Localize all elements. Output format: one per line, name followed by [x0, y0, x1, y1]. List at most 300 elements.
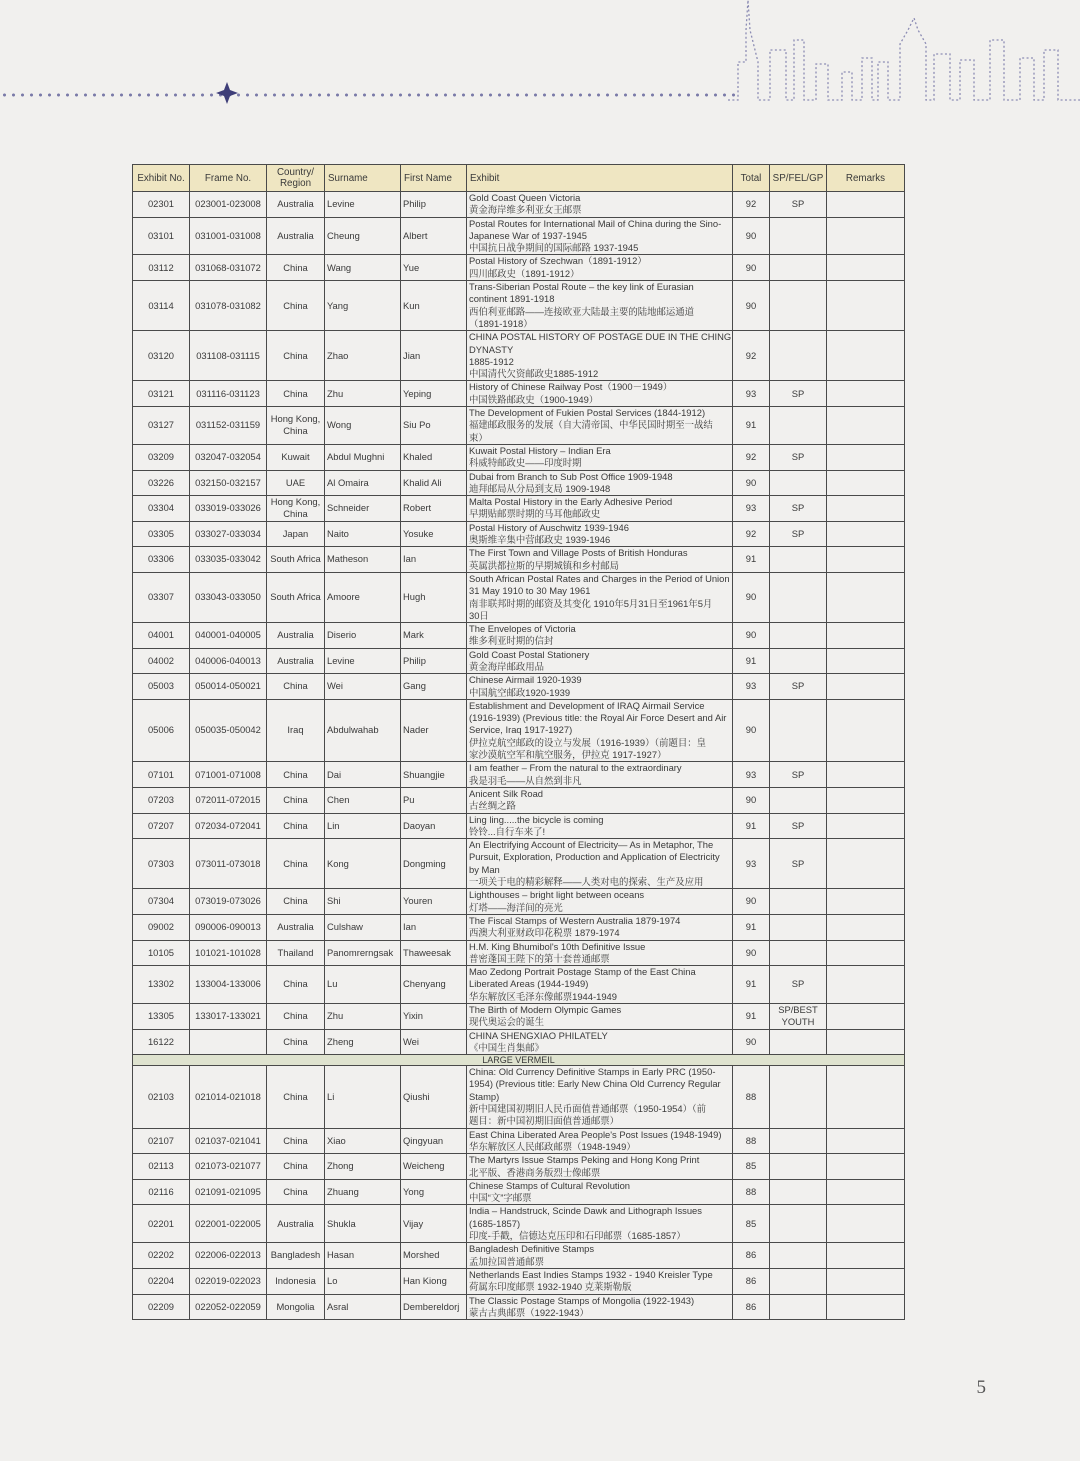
country-cell: China [267, 255, 325, 281]
frame-no-cell: 050035-050042 [190, 699, 267, 761]
exhibit-no-cell: 02113 [133, 1154, 190, 1180]
table-row [133, 1294, 905, 1320]
country-cell: China [267, 762, 325, 788]
exhibit-title-cell [467, 1294, 733, 1320]
exhibit-title-cell [467, 1205, 733, 1243]
table-row [133, 813, 905, 839]
first-name-cell: Han Kiong [401, 1268, 467, 1294]
frame-no-cell: 033035-033042 [190, 547, 267, 573]
remarks-cell [827, 623, 905, 649]
exhibit-title-line: Gold Coast Postal Stationery [469, 648, 590, 660]
exhibit-no-cell: 02103 [133, 1066, 190, 1128]
country-cell: China [267, 966, 325, 1004]
surname-cell: Hasan [325, 1243, 401, 1269]
surname-cell: Matheson [325, 547, 401, 573]
frame-no-cell: 073019-073026 [190, 889, 267, 915]
table-row [133, 940, 905, 966]
exhibit-title-cell [467, 572, 733, 622]
frame-no-cell: 021091-021095 [190, 1179, 267, 1205]
exhibit-title-cell [467, 674, 733, 700]
table-row [133, 547, 905, 573]
frame-no-cell: 101021-101028 [190, 940, 267, 966]
exhibit-no-cell: 07304 [133, 889, 190, 915]
first-name-cell: Jian [401, 331, 467, 381]
col-exhibit-no: Exhibit No. [133, 165, 190, 192]
table-row [133, 623, 905, 649]
award-cell: SP [770, 813, 827, 839]
frame-no-cell: 040006-040013 [190, 648, 267, 674]
exhibit-title-line: Bangladesh Definitive Stamps [469, 1243, 595, 1255]
total-cell: 92 [733, 192, 770, 218]
table-row [133, 1128, 905, 1154]
first-name-cell: Yixin [401, 1004, 467, 1030]
remarks-cell [827, 255, 905, 281]
remarks-cell [827, 1268, 905, 1294]
first-name-cell: Siu Po [401, 407, 467, 445]
country-cell: China [267, 1029, 325, 1055]
country-cell: Hong Kong, China [267, 407, 325, 445]
surname-cell: Wong [325, 407, 401, 445]
first-name-cell: Wei [401, 1029, 467, 1055]
country-cell: Australia [267, 623, 325, 649]
award-cell: SP [770, 192, 827, 218]
exhibit-title-line: 蒙古古典邮票（1922-1943） [469, 1306, 589, 1318]
table-row [133, 699, 905, 761]
exhibit-title-line: （1891-1918） [469, 317, 533, 329]
table-header-row [133, 165, 905, 192]
exhibit-title-line: South African Postal Rates and Charges in the Period of Union [469, 572, 730, 584]
total-cell: 86 [733, 1268, 770, 1294]
exhibit-title-cell [467, 1268, 733, 1294]
exhibit-title-cell [467, 444, 733, 470]
remarks-cell [827, 192, 905, 218]
table-row [133, 192, 905, 218]
total-cell: 92 [733, 521, 770, 547]
award-cell [770, 623, 827, 649]
exhibit-title-line: 《中国生肖集邮》 [469, 1041, 545, 1053]
award-cell: SP [770, 966, 827, 1004]
exhibit-title-line: 黄金海岸维多利亚女王邮票 [469, 204, 582, 216]
exhibit-title-line: by Man [469, 863, 500, 875]
exhibit-title-line: 英属洪都拉斯的早期城镇和乡村邮局 [469, 559, 620, 571]
total-cell: 90 [733, 889, 770, 915]
exhibit-title-line: Liberated Areas (1944-1949) [469, 978, 589, 990]
remarks-cell [827, 674, 905, 700]
exhibit-title-line: 普密蓬国王陛下的第十套普通邮票 [469, 952, 610, 964]
exhibit-title-cell [467, 255, 733, 281]
frame-no-cell: 022001-022005 [190, 1205, 267, 1243]
table-row [133, 281, 905, 331]
exhibit-title-line: 1954) (Previous title: Early New China Old Currency Regular [469, 1078, 721, 1090]
surname-cell: Amoore [325, 572, 401, 622]
first-name-cell: Robert [401, 496, 467, 522]
remarks-cell [827, 496, 905, 522]
col-exhibit: Exhibit [467, 165, 733, 192]
first-name-cell: Ian [401, 914, 467, 940]
exhibit-no-cell: 03121 [133, 381, 190, 407]
frame-no-cell: 073011-073018 [190, 839, 267, 889]
frame-no-cell: 031001-031008 [190, 217, 267, 255]
award-cell [770, 470, 827, 496]
exhibit-title-line: Postal History of Auschwitz 1939-1946 [469, 521, 629, 533]
country-cell: China [267, 1066, 325, 1128]
remarks-cell [827, 914, 905, 940]
surname-cell: Xiao [325, 1128, 401, 1154]
award-cell [770, 331, 827, 381]
table-row [133, 648, 905, 674]
first-name-cell: Yue [401, 255, 467, 281]
total-cell: 90 [733, 217, 770, 255]
remarks-cell [827, 281, 905, 331]
exhibit-no-cell: 09002 [133, 914, 190, 940]
surname-cell: Chen [325, 787, 401, 813]
award-cell [770, 1179, 827, 1205]
exhibit-no-cell: 03127 [133, 407, 190, 445]
first-name-cell: Mark [401, 623, 467, 649]
award-cell [770, 1066, 827, 1128]
frame-no-cell: 031068-031072 [190, 255, 267, 281]
total-cell: 85 [733, 1154, 770, 1180]
exhibit-title-line: Postal Routes for International Mail of China during the Sino- [469, 217, 722, 229]
first-name-cell: Thaweesak [401, 940, 467, 966]
exhibit-title-line: Japanese War of 1937-1945 [469, 229, 587, 241]
remarks-cell [827, 444, 905, 470]
exhibit-title-line: 维多利亚时期的信封 [469, 635, 554, 647]
exhibit-title-line: 中国铁路邮政史（1900-1949） [469, 393, 599, 405]
exhibit-title-cell [467, 547, 733, 573]
exhibit-no-cell: 04001 [133, 623, 190, 649]
exhibit-title-line: Dubai from Branch to Sub Post Office 1909-1948 [469, 470, 673, 482]
surname-cell: Wei [325, 674, 401, 700]
exhibit-title-cell [467, 331, 733, 381]
col-surname: Surname [325, 165, 401, 192]
surname-cell: Zhong [325, 1154, 401, 1180]
exhibit-title-line: 福建邮政服务的发展（自大清帝国、中华民国时期至一战结 [469, 419, 713, 431]
exhibit-title-line: 古丝绸之路 [469, 800, 516, 812]
exhibit-title-line: 迪拜邮局从分局到支局 1909-1948 [469, 482, 611, 494]
exhibit-title-line: Gold Coast Queen Victoria [469, 192, 581, 203]
frame-no-cell: 022052-022059 [190, 1294, 267, 1320]
total-cell: 93 [733, 381, 770, 407]
total-cell: 93 [733, 762, 770, 788]
remarks-cell [827, 1128, 905, 1154]
remarks-cell [827, 1004, 905, 1030]
exhibit-title-line: Chinese Stamps of Cultural Revolution [469, 1179, 631, 1191]
exhibit-title-line: Anicent Silk Road [469, 787, 543, 799]
exhibit-title-line: 北平版、香港商务版烈士像邮票 [469, 1166, 601, 1178]
country-cell: China [267, 889, 325, 915]
award-cell: SP/BEST YOUTH [770, 1004, 827, 1030]
exhibit-no-cell: 02204 [133, 1268, 190, 1294]
frame-no-cell: 133004-133006 [190, 966, 267, 1004]
first-name-cell: Khalid Ali [401, 470, 467, 496]
award-cell: SP [770, 521, 827, 547]
remarks-cell [827, 521, 905, 547]
exhibit-title-line: China: Old Currency Definitive Stamps in Early PRC (1950- [469, 1066, 716, 1078]
exhibit-title-cell [467, 281, 733, 331]
total-cell: 88 [733, 1179, 770, 1205]
frame-no-cell: 033027-033034 [190, 521, 267, 547]
total-cell: 90 [733, 787, 770, 813]
first-name-cell: Albert [401, 217, 467, 255]
frame-no-cell: 021073-021077 [190, 1154, 267, 1180]
exhibit-title-cell [467, 407, 733, 445]
frame-no-cell: 071001-071008 [190, 762, 267, 788]
total-cell: 90 [733, 940, 770, 966]
surname-cell: Levine [325, 648, 401, 674]
exhibit-title-line: 伊拉克航空邮政的设立与发展（1916-1939）（前题目：皇 [469, 736, 707, 748]
total-cell: 90 [733, 572, 770, 622]
exhibit-title-cell [467, 839, 733, 889]
exhibit-no-cell: 03114 [133, 281, 190, 331]
table-row [133, 914, 905, 940]
surname-cell: Zhao [325, 331, 401, 381]
table-row [133, 407, 905, 445]
exhibit-title-cell [467, 1179, 733, 1205]
exhibit-no-cell: 07207 [133, 813, 190, 839]
country-cell: China [267, 1179, 325, 1205]
exhibit-title-cell [467, 966, 733, 1004]
remarks-cell [827, 889, 905, 915]
exhibit-title-line: DYNASTY [469, 343, 514, 355]
surname-cell: Li [325, 1066, 401, 1128]
exhibit-title-line: 华东解放区人民邮政邮票（1948-1949） [469, 1140, 636, 1152]
exhibit-title-line: The Birth of Modern Olympic Games [469, 1004, 622, 1015]
remarks-cell [827, 762, 905, 788]
total-cell: 90 [733, 1029, 770, 1055]
exhibit-no-cell: 02116 [133, 1179, 190, 1205]
remarks-cell [827, 381, 905, 407]
exhibit-title-line: 中国抗日战争期间的国际邮路 1937-1945 [469, 242, 639, 254]
exhibit-title-cell [467, 914, 733, 940]
country-cell: Iraq [267, 699, 325, 761]
exhibit-title-line: Netherlands East Indies Stamps 1932 - 1940 Kreisler Type [469, 1268, 713, 1280]
exhibit-title-cell [467, 381, 733, 407]
total-cell: 93 [733, 674, 770, 700]
exhibit-title-line: 黄金海岸邮政用品 [469, 660, 545, 672]
surname-cell: Lu [325, 966, 401, 1004]
award-cell [770, 1294, 827, 1320]
exhibit-no-cell: 05003 [133, 674, 190, 700]
first-name-cell: Hugh [401, 572, 467, 622]
exhibit-no-cell: 02301 [133, 192, 190, 218]
surname-cell: Diserio [325, 623, 401, 649]
award-cell [770, 1029, 827, 1055]
frame-no-cell: 031152-031159 [190, 407, 267, 445]
exhibit-title-line: The First Town and Village Posts of British Honduras [469, 547, 688, 559]
exhibit-title-line: East China Liberated Area People's Post Issues (1948-1949) [469, 1128, 722, 1140]
surname-cell: Lin [325, 813, 401, 839]
remarks-cell [827, 1029, 905, 1055]
first-name-cell: Chenyang [401, 966, 467, 1004]
frame-no-cell: 021014-021018 [190, 1066, 267, 1128]
exhibit-no-cell: 03306 [133, 547, 190, 573]
surname-cell: Lo [325, 1268, 401, 1294]
exhibit-title-line: Chinese Airmail 1920-1939 [469, 674, 582, 686]
table-row [133, 1205, 905, 1243]
exhibit-no-cell: 03209 [133, 444, 190, 470]
exhibit-title-line: 家沙漠航空军和航空服务，伊拉克 1917-1927） [469, 749, 667, 761]
exhibit-title-cell [467, 1154, 733, 1180]
country-cell: China [267, 1004, 325, 1030]
total-cell: 91 [733, 547, 770, 573]
surname-cell: Dai [325, 762, 401, 788]
total-cell: 91 [733, 813, 770, 839]
total-cell: 91 [733, 914, 770, 940]
surname-cell: Levine [325, 192, 401, 218]
exhibit-title-line: 荷属东印度邮票 1932-1940 克莱斯勒版 [469, 1281, 632, 1293]
exhibit-title-cell [467, 1029, 733, 1055]
exhibit-title-line: Pursuit, Exploration, Production and Application of Electricity [469, 851, 720, 863]
award-cell: SP [770, 444, 827, 470]
total-cell: 91 [733, 966, 770, 1004]
col-country-region: Country/ Region [267, 165, 325, 192]
first-name-cell: Weicheng [401, 1154, 467, 1180]
total-cell: 90 [733, 281, 770, 331]
exhibit-title-line: Establishment and Development of IRAQ Airmail Service [469, 699, 705, 711]
exhibit-title-cell [467, 813, 733, 839]
exhibit-title-line: 灯塔——海洋间的亮光 [469, 901, 563, 913]
frame-no-cell: 021037-021041 [190, 1128, 267, 1154]
exhibit-no-cell: 07101 [133, 762, 190, 788]
exhibit-no-cell: 03226 [133, 470, 190, 496]
award-cell [770, 914, 827, 940]
exhibit-title-line: Lighthouses – bright light between oceans [469, 889, 645, 901]
table-row [133, 1243, 905, 1269]
table-row [133, 1268, 905, 1294]
exhibit-title-cell [467, 1066, 733, 1128]
section-row [133, 1055, 905, 1066]
total-cell: 86 [733, 1294, 770, 1320]
first-name-cell: Qingyuan [401, 1128, 467, 1154]
exhibit-title-line: The Classic Postage Stamps of Mongolia (1922-1943) [469, 1294, 695, 1306]
frame-no-cell: 072034-072041 [190, 813, 267, 839]
exhibit-title-line: 中国清代欠资邮政史1885-1912 [469, 368, 599, 380]
remarks-cell [827, 813, 905, 839]
exhibit-title-line: 铃铃...自行车来了! [469, 825, 546, 837]
exhibit-title-cell [467, 521, 733, 547]
table-row [133, 1029, 905, 1055]
first-name-cell: Yeping [401, 381, 467, 407]
remarks-cell [827, 839, 905, 889]
award-cell [770, 1243, 827, 1269]
country-cell: Australia [267, 648, 325, 674]
remarks-cell [827, 547, 905, 573]
exhibit-title-line: 中国航空邮政1920-1939 [469, 686, 571, 698]
surname-cell: Shukla [325, 1205, 401, 1243]
frame-no-cell: 040001-040005 [190, 623, 267, 649]
frame-no-cell: 031078-031082 [190, 281, 267, 331]
country-cell: Bangladesh [267, 1243, 325, 1269]
award-cell: SP [770, 839, 827, 889]
total-cell: 90 [733, 623, 770, 649]
country-cell: China [267, 381, 325, 407]
exhibit-no-cell: 10105 [133, 940, 190, 966]
country-cell: Kuwait [267, 444, 325, 470]
exhibit-no-cell: 02107 [133, 1128, 190, 1154]
award-cell [770, 407, 827, 445]
frame-no-cell: 023001-023008 [190, 192, 267, 218]
exhibit-title-line: 南非联邦时期的邮资及其变化 1910年5月31日至1961年5月 [469, 597, 713, 609]
remarks-cell [827, 331, 905, 381]
table-row [133, 496, 905, 522]
total-cell: 92 [733, 331, 770, 381]
total-cell: 93 [733, 839, 770, 889]
exhibit-title-cell [467, 762, 733, 788]
exhibit-title-line: H.M. King Bhumibol's 10th Definitive Issue [469, 940, 646, 952]
exhibit-no-cell: 13305 [133, 1004, 190, 1030]
table-row [133, 572, 905, 622]
exhibit-title-line: 新中国建国初期旧人民币面值普通邮票（1950-1954）（前 [469, 1103, 707, 1115]
total-cell: 91 [733, 407, 770, 445]
total-cell: 93 [733, 496, 770, 522]
table-row [133, 889, 905, 915]
exhibit-title-line: CHINA POSTAL HISTORY OF POSTAGE DUE IN THE CHING [469, 331, 732, 343]
exhibit-title-cell [467, 648, 733, 674]
exhibit-no-cell: 03112 [133, 255, 190, 281]
first-name-cell: Gang [401, 674, 467, 700]
diamond-ornament-icon [216, 82, 238, 104]
exhibit-title-cell [467, 217, 733, 255]
award-cell: SP [770, 674, 827, 700]
remarks-cell [827, 1205, 905, 1243]
surname-cell: Culshaw [325, 914, 401, 940]
country-cell: South Africa [267, 547, 325, 573]
award-cell: SP [770, 381, 827, 407]
surname-cell: Al Omaira [325, 470, 401, 496]
country-cell: Hong Kong, China [267, 496, 325, 522]
exhibit-no-cell: 13302 [133, 966, 190, 1004]
country-cell: China [267, 839, 325, 889]
award-cell: SP [770, 496, 827, 522]
exhibit-title-line: Trans-Siberian Postal Route – the key link of Eurasian [469, 281, 694, 293]
col-sp-fel-gp: SP/FEL/GP [770, 165, 827, 192]
award-cell [770, 217, 827, 255]
total-cell: 90 [733, 470, 770, 496]
surname-cell: Naito [325, 521, 401, 547]
first-name-cell: Daoyan [401, 813, 467, 839]
country-cell: Australia [267, 192, 325, 218]
country-cell: Mongolia [267, 1294, 325, 1320]
exhibit-title-cell [467, 1243, 733, 1269]
city-skyline-icon [728, 0, 1080, 110]
exhibit-title-line: Stamp) [469, 1090, 500, 1102]
frame-no-cell: 031108-031115 [190, 331, 267, 381]
country-cell: China [267, 331, 325, 381]
exhibit-title-line: continent 1891-1918 [469, 293, 555, 305]
remarks-cell [827, 966, 905, 1004]
country-cell: Australia [267, 217, 325, 255]
exhibit-title-line: CHINA SHENGXIAO PHILATELY [469, 1029, 608, 1041]
exhibit-title-cell [467, 192, 733, 218]
table-row [133, 331, 905, 381]
exhibit-no-cell: 02202 [133, 1243, 190, 1269]
award-cell [770, 255, 827, 281]
exhibit-title-line: Malta Postal History in the Early Adhesive Period [469, 496, 673, 508]
country-cell: China [267, 787, 325, 813]
remarks-cell [827, 1179, 905, 1205]
first-name-cell: Qiushi [401, 1066, 467, 1128]
exhibit-title-line: (1685-1857) [469, 1217, 521, 1229]
total-cell: 91 [733, 648, 770, 674]
exhibit-title-line: Mao Zedong Portrait Postage Stamp of the East China [469, 966, 696, 978]
country-cell: Australia [267, 914, 325, 940]
award-cell [770, 1205, 827, 1243]
total-cell: 91 [733, 1004, 770, 1030]
exhibit-no-cell: 03305 [133, 521, 190, 547]
frame-no-cell: 032047-032054 [190, 444, 267, 470]
frame-no-cell: 022006-022013 [190, 1243, 267, 1269]
